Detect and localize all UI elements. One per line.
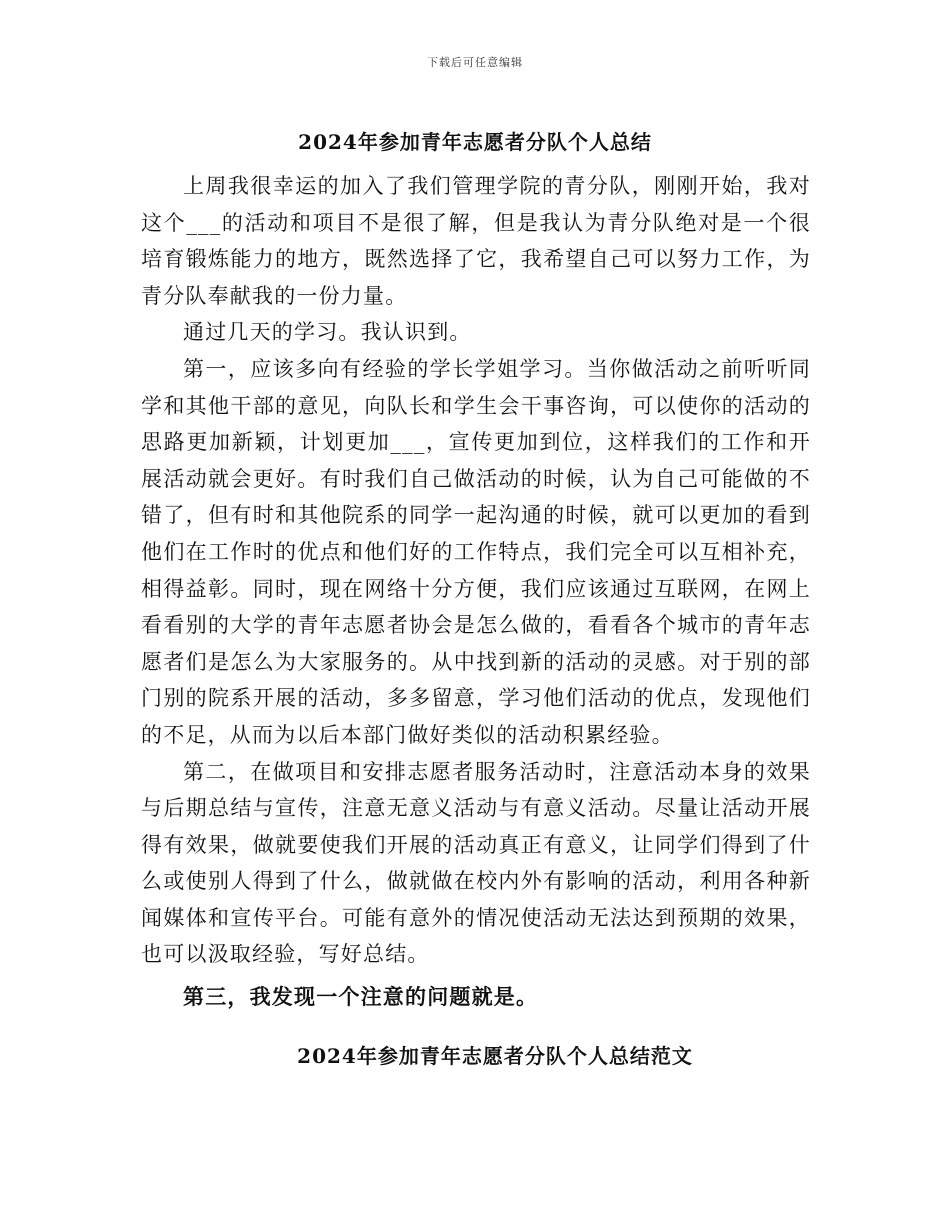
- header-note: 下载后可任意编辑: [427, 56, 523, 69]
- paragraph-first-point: 第一，应该多向有经验的学长学姐学习。当你做活动之前听听同学和其他干部的意见，向队长和学生会干事咨询，可以使你的活动的思路更加新颖，计划更加___，宣传更加到位，这样我们的工作和开展活动就会更好。有时我们自己做活动的时候，认为自己可能做的不错了，但有时和其他院系的同学一起沟通的时候，就可以更加的看到他们在工作时的优点和他们好的工作特点，我们完全可以互相补充，相得益彰。同时，现在网络十分方便，我们应该通过互联网，在网上看看别的大学的青年志愿者协会是怎么做的，看看各个城市的青年志愿者们是怎么为大家服务的。从中找到新的活动的灵感。对于别的部门别的院系开展的活动，多多留意，学习他们活动的优点，发现他们的不足，从而为以后本部门做好类似的活动积累经验。: [141, 356, 811, 747]
- paragraph-second-point: 第二，在做项目和安排志愿者服务活动时，注意活动本身的效果与后期总结与宣传，注意无意义活动与有意义活动。尽量让活动开展得有效果，做就要使我们开展的活动真正有意义，让同学们得到了什么或使别人得到了什么，做就做在校内外有影响的活动，利用各种新闻媒体和宣传平台。可能有意外的情况使活动无法达到预期的效果，也可以汲取经验，写好总结。: [141, 759, 811, 967]
- document-title: 2024年参加青年志愿者分队个人总结: [298, 130, 652, 154]
- paragraph-intro: 上周我很幸运的加入了我们管理学院的青分队，刚刚开始，我对这个___的活动和项目不是很了解，但是我认为青分队绝对是一个很培育锻炼能力的地方，既然选择了它，我希望自己可以努力工作，为青分队奉献我的一份力量。: [141, 174, 811, 308]
- document-subtitle: 2024年参加青年志愿者分队个人总结范文: [297, 1044, 693, 1068]
- paragraph-learning: 通过几天的学习。我认识到。: [183, 320, 472, 345]
- paragraph-third-point: 第三，我发现一个注意的问题就是。: [183, 984, 539, 1010]
- document-body: [141, 168, 811, 1016]
